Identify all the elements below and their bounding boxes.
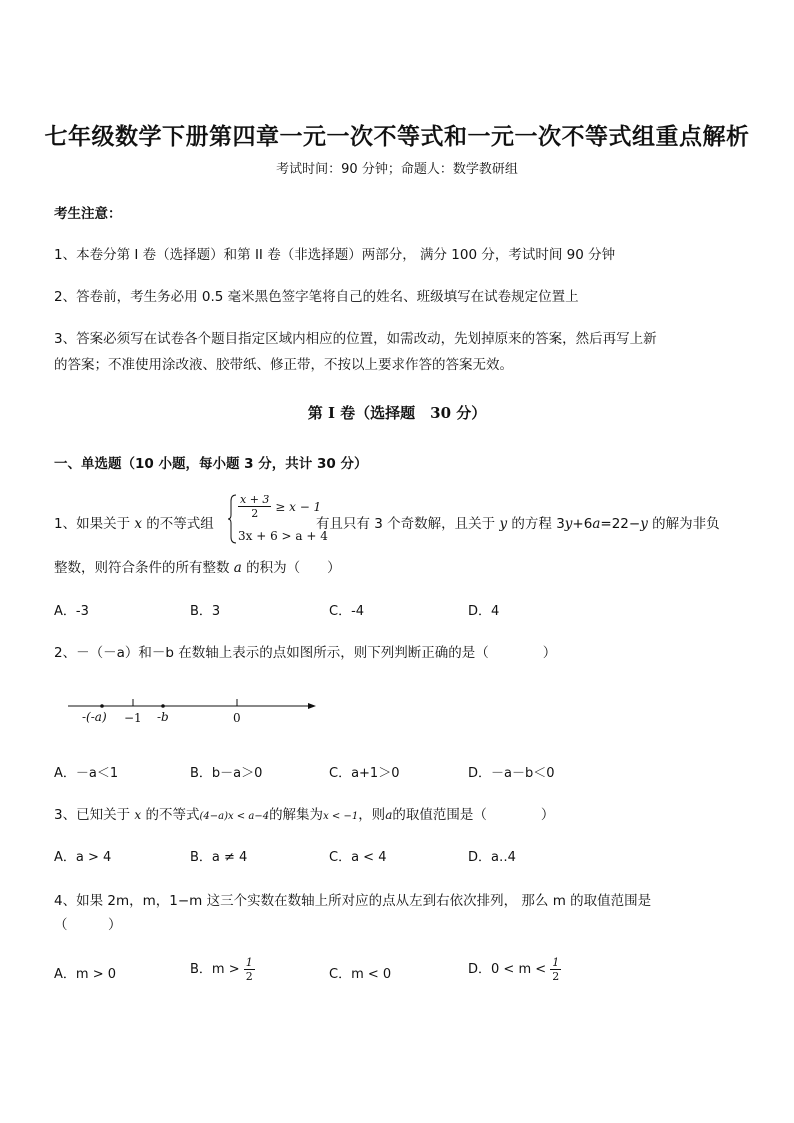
point-neg-b: [161, 704, 165, 708]
q1-eq-a: a: [592, 516, 601, 532]
page-title: 七年级数学下册第四章一元一次不等式和一元一次不等式组重点解析: [44, 123, 750, 150]
q1-sys-right: ≥ x − 1: [271, 500, 322, 514]
q3-text-b: 的不等式: [141, 807, 200, 823]
q1-sys-line2: 3x + 6 > a + 4: [238, 529, 328, 543]
q1-option-a[interactable]: A．-3: [54, 604, 89, 619]
q2-number-line: [64, 694, 324, 734]
notice-item-3-cont: 的答案；不准使用涂改液、胶带纸、修正带，不按以上要求作答的答案无效。: [54, 357, 513, 373]
q1-eq-end: =22−: [600, 516, 641, 532]
q4-d-frac-num: 1: [552, 956, 560, 969]
q3-text-c: 的解集为: [269, 807, 324, 823]
q4-option-b-text: B．m >: [190, 962, 244, 977]
q3-option-d[interactable]: D．a‥4: [468, 850, 516, 865]
label-zero: 0: [233, 711, 241, 725]
q1-var-x: x: [134, 516, 143, 532]
q3-text-e: 的取值范围是（ ）: [392, 807, 555, 823]
q1-frac-den: 2: [251, 507, 259, 520]
q1-option-c[interactable]: C．-4: [329, 604, 365, 619]
q1-option-d[interactable]: D．4: [468, 604, 500, 619]
q1-var-y: y: [499, 516, 508, 532]
q1-prefix: 1、如果关于: [54, 516, 135, 532]
q4-option-c[interactable]: C．m < 0: [329, 967, 392, 982]
section-title: 第 I 卷（选择题 30 分）: [307, 404, 487, 422]
q4-option-a[interactable]: A．m > 0: [54, 967, 116, 982]
q2-option-a[interactable]: A．－a＜1: [54, 766, 119, 781]
q4-option-d-text: D．0 < m <: [468, 962, 551, 977]
q2-option-b[interactable]: B．b－a＞0: [190, 766, 263, 781]
q4-d-frac-den: 2: [552, 970, 560, 983]
q3-option-c[interactable]: C．a < 4: [329, 850, 387, 865]
notice-item-2: 2、答卷前，考生务必用 0.5 毫米黑色签字笔将自己的姓名、班级填写在试卷规定位置上: [54, 289, 579, 305]
label-neg-b: -b: [157, 710, 169, 724]
q1-eq-mid: +6: [572, 516, 593, 532]
q3-var-a: a: [385, 808, 393, 822]
q3-var-x: x: [134, 808, 142, 822]
q4-option-d[interactable]: [468, 956, 561, 983]
q1-eq-y2: y: [640, 516, 648, 532]
q1-line2-a: 整数，则符合条件的所有整数: [54, 560, 234, 576]
q1-eq-y: y: [564, 516, 573, 532]
q3-text-d: ，则: [358, 807, 386, 823]
q1-frac-num: x + 3: [240, 493, 270, 506]
q3-inequality: (4−a)x < a−4: [199, 811, 270, 822]
q4-b-frac-num: 1: [245, 956, 253, 969]
q1-option-b[interactable]: B．3: [190, 604, 221, 619]
q3-solution: x < −1: [323, 811, 359, 822]
q1-line1: [54, 512, 214, 532]
q4-paren: （ ）: [54, 917, 122, 933]
q4-option-b-fraction: [244, 956, 255, 983]
q1-text-b: 有且只有 3 个奇数解，且关于: [316, 516, 500, 532]
brace-icon: [228, 493, 238, 545]
q3-text-a: 3、已知关于: [54, 807, 135, 823]
label-neg-one: −1: [124, 711, 142, 725]
q4-text: 4、如果 2m，m，1−m 这三个实数在数轴上所对应的点从左到右依次排列， 那么 m 的取值范围是: [54, 893, 652, 909]
q1-text-c: 的方程 3: [507, 516, 565, 532]
q1-line2: [54, 556, 341, 576]
q2-option-c[interactable]: C．a+1＞0: [329, 766, 400, 781]
notice-heading: 考生注意：: [54, 206, 122, 222]
q1-line2-b: 的积为（ ）: [241, 560, 341, 576]
q4-option-d-fraction: [550, 956, 561, 983]
q3-text: [54, 803, 554, 823]
q2-option-d[interactable]: D．－a－b＜0: [468, 766, 555, 781]
q3-option-b[interactable]: B．a ≠ 4: [190, 850, 248, 865]
q4-option-b[interactable]: [190, 956, 255, 983]
q4-b-frac-den: 2: [245, 970, 253, 983]
q2-text: 2、－（－a）和－b 在数轴上表示的点如图所示，则下列判断正确的是（ ）: [54, 645, 557, 661]
point-neg-neg-a: [100, 704, 104, 708]
part-heading: 一、单选题（10 小题，每小题 3 分，共计 30 分）: [54, 456, 368, 472]
page-subtitle: 考试时间：90 分钟；命题人：数学教研组: [276, 162, 518, 177]
label-neg-neg-a: -(-a): [82, 710, 107, 724]
q1-line1-cont: [316, 512, 720, 532]
q1-text-a: 的不等式组: [142, 516, 214, 532]
q1-inequality-system: [228, 493, 328, 545]
notice-item-1: 1、本卷分第 I 卷（选择题）和第 II 卷（非选择题）两部分， 满分 100 分，考试时间 90 分钟: [54, 247, 616, 263]
q1-line2-var: a: [233, 560, 242, 576]
notice-item-3: 3、答案必须写在试卷各个题目指定区域内相应的位置，如需改动，先划掉原来的答案，然后再写上新: [54, 331, 657, 347]
q1-fraction: [238, 493, 271, 520]
q3-option-a[interactable]: A．a > 4: [54, 850, 112, 865]
q1-text-d: 的解为非负: [647, 516, 720, 532]
